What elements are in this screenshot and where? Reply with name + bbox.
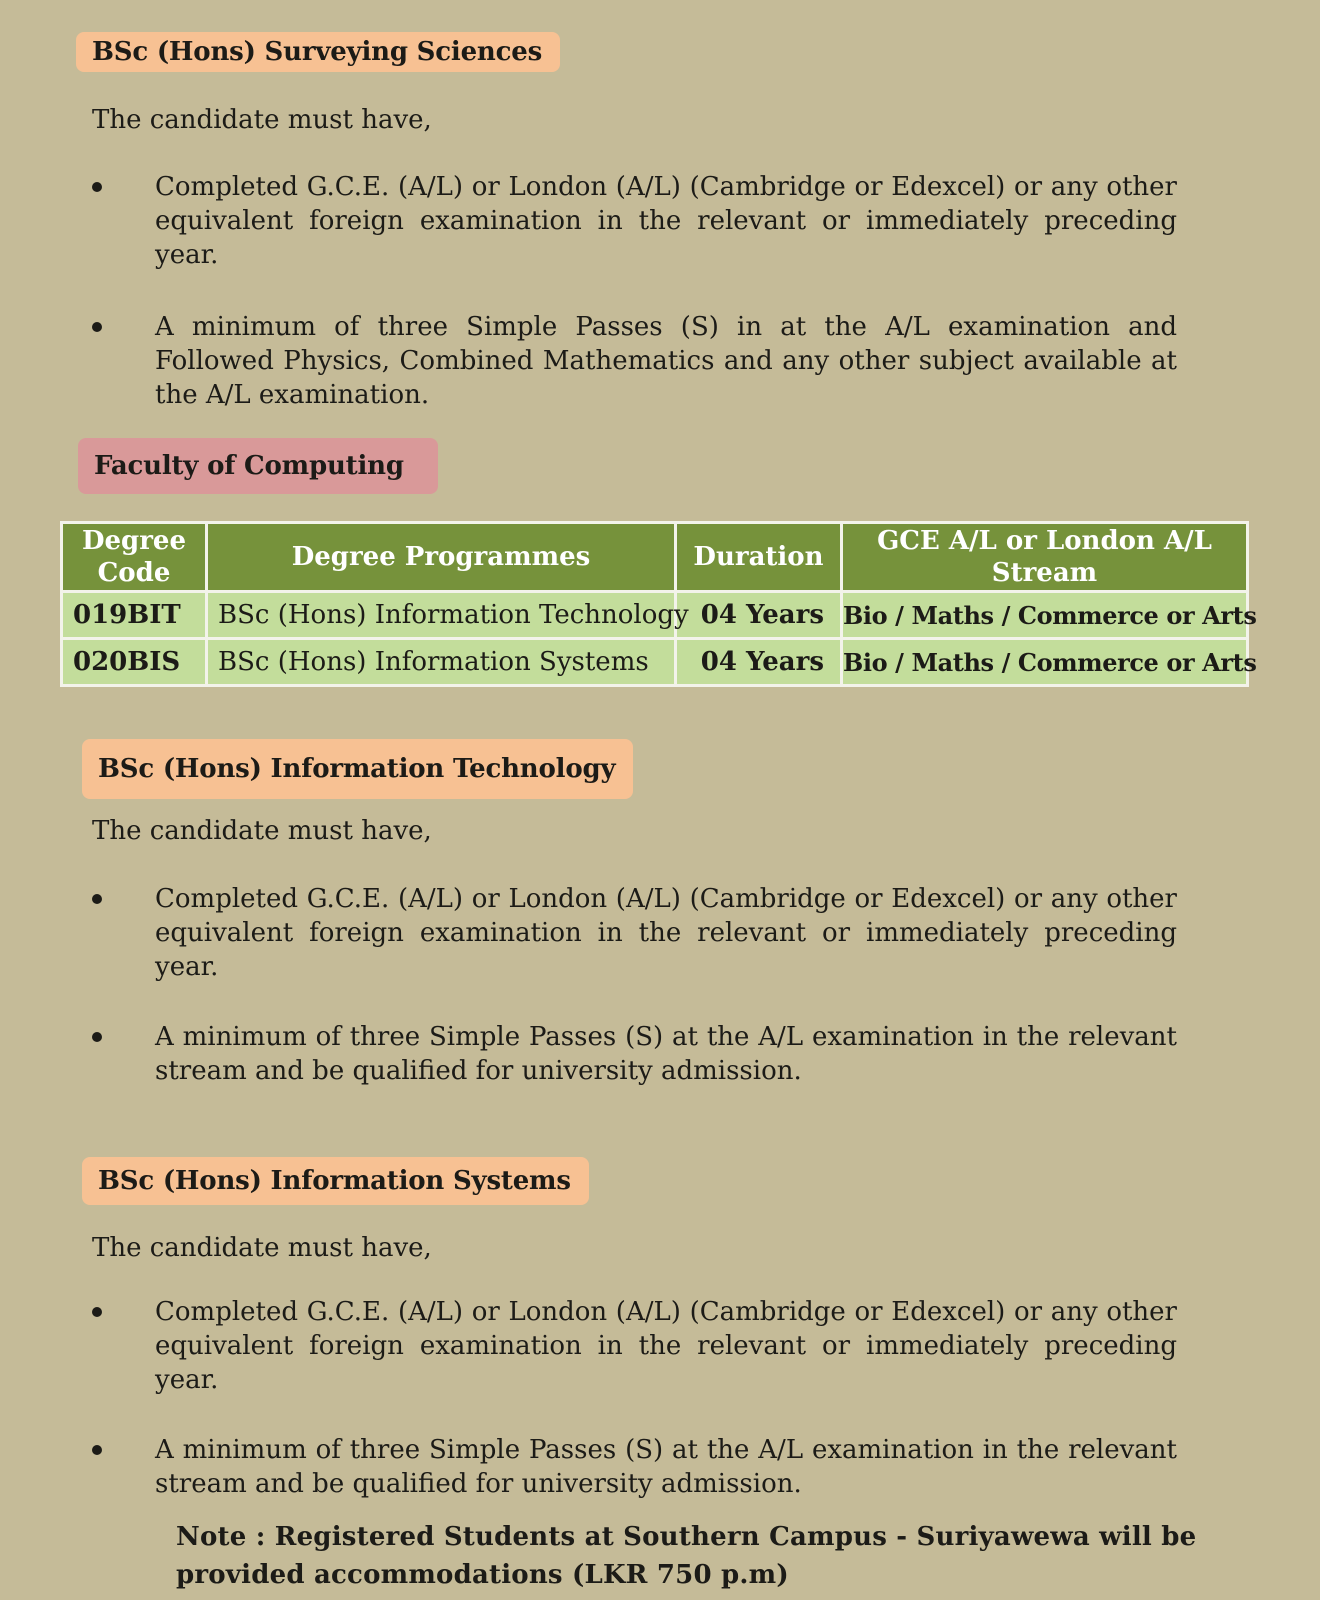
bullet-icon bbox=[92, 894, 102, 904]
section-heading-information-systems: BSc (Hons) Information Systems bbox=[82, 1157, 589, 1205]
section-heading-surveying-sciences: BSc (Hons) Surveying Sciences bbox=[76, 32, 560, 72]
requirements-list-surveying bbox=[92, 170, 1177, 412]
cell-degree-code: 019BIT bbox=[62, 592, 207, 639]
cell-duration: 04 Years bbox=[676, 639, 842, 686]
bullet-icon bbox=[92, 1445, 102, 1455]
requirements-list-it bbox=[92, 882, 1177, 1088]
column-header-duration: Duration bbox=[676, 523, 842, 592]
list-item bbox=[92, 1020, 1177, 1088]
cell-degree-programme: BSc (Hons) Information Systems bbox=[207, 639, 676, 686]
table-row bbox=[62, 592, 1248, 639]
bullet-icon bbox=[92, 322, 102, 332]
section-heading-faculty-of-computing: Faculty of Computing bbox=[78, 438, 438, 494]
cell-duration: 04 Years bbox=[676, 592, 842, 639]
table-row bbox=[62, 639, 1248, 686]
bullet-icon bbox=[92, 1032, 102, 1042]
column-header-degree-programmes: Degree Programmes bbox=[207, 523, 676, 592]
intro-text-surveying: The candidate must have, bbox=[92, 105, 432, 135]
list-item bbox=[92, 170, 1177, 272]
table-header-row bbox=[62, 523, 1248, 592]
bullet-text: A minimum of three Simple Passes (S) in at the A/L examination and Followed Physics, Combined Mathematics and any other subject available at the A/L examination. bbox=[155, 312, 1177, 410]
intro-text-it: The candidate must have, bbox=[92, 816, 432, 846]
bullet-text: Completed G.C.E. (A/L) or London (A/L) (Cambridge or Edexcel) or any other equivalent foreign examination in the relevant or immediately preceding year. bbox=[155, 172, 1177, 270]
list-item bbox=[92, 882, 1177, 984]
cell-stream: Bio / Maths / Commerce or Arts bbox=[842, 592, 1248, 639]
requirements-list-is bbox=[92, 1295, 1177, 1501]
bullet-text: A minimum of three Simple Passes (S) at the A/L examination in the relevant stream and be qualified for university admission. bbox=[155, 1022, 1177, 1086]
degree-programmes-table bbox=[60, 521, 1257, 687]
column-header-stream: GCE A/L or London A/L Stream bbox=[842, 523, 1248, 592]
bullet-text: A minimum of three Simple Passes (S) at the A/L examination in the relevant stream and be qualified for university admission. bbox=[155, 1435, 1177, 1499]
cell-degree-programme: BSc (Hons) Information Technology bbox=[207, 592, 676, 639]
list-item bbox=[92, 1295, 1177, 1397]
accommodation-note: Note : Registered Students at Southern Campus - Suriyawewa will be provided accommodations (LKR 750 p.m) bbox=[176, 1522, 1197, 1590]
cell-degree-code: 020BIS bbox=[62, 639, 207, 686]
list-item bbox=[92, 1433, 1177, 1501]
bullet-icon bbox=[92, 182, 102, 192]
cell-stream: Bio / Maths / Commerce or Arts bbox=[842, 639, 1248, 686]
bullet-text: Completed G.C.E. (A/L) or London (A/L) (Cambridge or Edexcel) or any other equivalent foreign examination in the relevant or immediately preceding year. bbox=[155, 1297, 1177, 1395]
section-heading-information-technology: BSc (Hons) Information Technology bbox=[82, 739, 633, 799]
list-item bbox=[92, 310, 1177, 412]
intro-text-is: The candidate must have, bbox=[92, 1233, 432, 1263]
column-header-degree-code: Degree Code bbox=[62, 523, 207, 592]
bullet-text: Completed G.C.E. (A/L) or London (A/L) (Cambridge or Edexcel) or any other equivalent foreign examination in the relevant or immediately preceding year. bbox=[155, 884, 1177, 982]
bullet-icon bbox=[92, 1307, 102, 1317]
